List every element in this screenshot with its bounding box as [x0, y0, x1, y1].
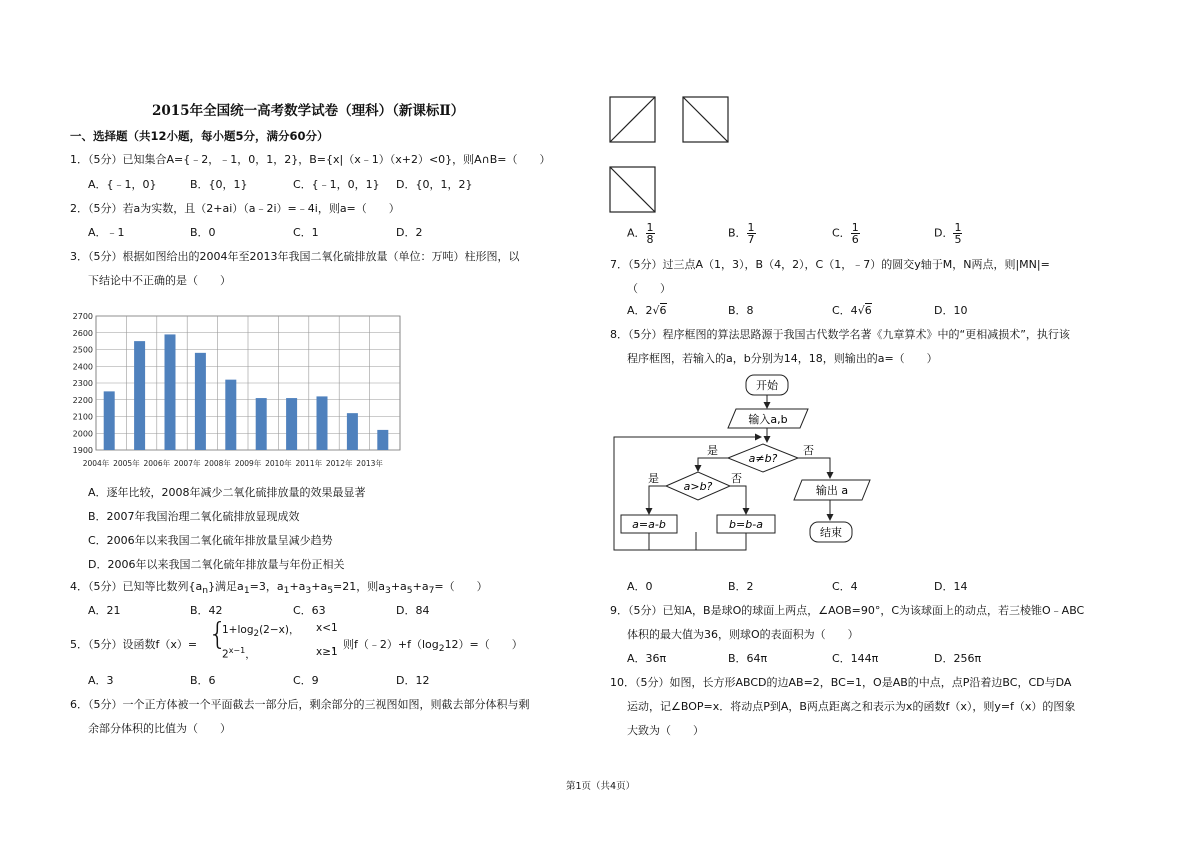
q5-option-c: C．9	[293, 674, 319, 687]
question-10-line1: 10．（5分）如图，长方形ABCD的边AB=2，BC=1，O是AB的中点，点P沿着边BC，CD与DA	[610, 676, 1072, 689]
q4-sub: 1	[243, 585, 250, 597]
x-tick-label: 2010年	[265, 459, 292, 468]
bar	[195, 353, 206, 450]
q4-sub: 3	[305, 585, 312, 597]
case-2-end: ，	[245, 648, 256, 661]
question-8-line2: 程序框图，若输入的a，b分别为14，18，则输出的a=（ ）	[627, 352, 938, 365]
flow-assign1-label: a=a-b	[632, 518, 666, 531]
q5-post-sub: 2	[438, 643, 445, 655]
flow-cond2-label: a>b?	[683, 480, 713, 493]
x-tick-label: 2006年	[143, 459, 171, 468]
flow-start-label: 开始	[756, 379, 778, 392]
q8-option-d: D．14	[934, 580, 968, 593]
bar	[256, 398, 267, 450]
q5-post-text: ，则f（﹣2）+f（log	[332, 638, 439, 651]
q4-text: +a	[311, 580, 328, 593]
q2-option-d: D．2	[396, 226, 423, 239]
flow-no2: 否	[731, 472, 742, 485]
y-tick-label: 2100	[72, 412, 93, 422]
flow-yes1: 是	[707, 444, 718, 457]
flow-assign2-label: b=b-a	[729, 518, 763, 531]
side-view	[683, 97, 728, 142]
flow-cond1-label: a≠b?	[748, 452, 778, 465]
fraction	[953, 222, 962, 245]
q9-option-b: B．64π	[728, 652, 768, 665]
q4-option-d: D．84	[396, 604, 430, 617]
q7-option-b: B．8	[728, 304, 754, 317]
flowchart	[606, 370, 896, 570]
q3-option-a: A．逐年比较，2008年减少二氧化硫排放量的效果最显著	[88, 486, 366, 499]
q4-sub: 5	[406, 585, 413, 597]
q5-option-b: B．6	[190, 674, 216, 687]
q4-sub: n	[202, 585, 209, 597]
question-3-line1: 3．（5分）根据如图给出的2004年至2013年我国二氧化硫排放量（单位：万吨）柱形图，以	[70, 250, 520, 263]
q7-c-text: C．4	[832, 304, 858, 317]
q4-text: =（ ）	[434, 580, 488, 593]
x-tick-label: 2005年	[113, 459, 140, 468]
q4-text: 4．（5分）已知等比数列{a	[70, 580, 203, 593]
q6-b-label: B．	[728, 226, 747, 240]
y-tick-label: 2600	[72, 328, 93, 338]
q6-option-d	[934, 222, 962, 245]
fraction	[747, 222, 756, 245]
question-9-line1: 9．（5分）已知A，B是球O的球面上两点，∠AOB=90°，C为该球面上的动点，若三棱锥O﹣ABC	[610, 604, 1085, 617]
flow-end-label: 结束	[820, 526, 842, 539]
q9-option-d: D．256π	[934, 652, 982, 665]
x-tick-label: 2013年	[356, 459, 383, 468]
y-tick-label: 2700	[72, 312, 93, 321]
page-title: 2015年全国统一高考数学试卷（理科）（新课标Ⅱ）	[152, 103, 465, 119]
q5-post-end: 12）=（ ）	[444, 638, 523, 651]
denominator: 5	[954, 233, 962, 246]
bar	[165, 334, 176, 450]
y-tick-label: 2400	[72, 362, 93, 372]
q1-option-b: B．{0，1}	[190, 178, 248, 191]
q6-option-c	[832, 222, 860, 245]
x-tick-label: 2007年	[173, 459, 201, 468]
question-10-line3: 大致为（ ）	[627, 724, 704, 737]
sqrt-radicand: 6	[864, 304, 872, 317]
q3-option-d: D．2006年以来我国二氧化硫年排放量与年份正相关	[88, 558, 345, 571]
case-1-text: 1+log	[222, 624, 254, 636]
q2-option-b: B．0	[190, 226, 216, 239]
page-footer: 第1页（共4页）	[566, 781, 636, 792]
q8-option-a: A．0	[627, 580, 653, 593]
case-2-sup: x−1	[228, 646, 246, 655]
q4-text: +a	[289, 580, 306, 593]
q3-option-b: B．2007年我国治理二氧化硫排放显现成效	[88, 510, 300, 523]
numerator: 1	[851, 221, 859, 234]
case-1-sub: 2	[253, 629, 260, 640]
sqrt-sign: √	[857, 304, 865, 317]
q6-d-label: D．	[934, 226, 954, 240]
x-tick-label: 2008年	[204, 459, 231, 468]
flow-yes2: 是	[648, 472, 659, 485]
question-6-line1: 6．（5分）一个正方体被一个平面截去一部分后，剩余部分的三视图如图，则截去部分体积与剩	[70, 698, 530, 711]
question-5-post	[332, 636, 523, 654]
q4-text: =3，a	[249, 580, 284, 593]
q4-option-b: B．42	[190, 604, 223, 617]
question-9-line2: 体积的最大值为36，则球O的表面积为（ ）	[627, 628, 859, 641]
x-tick-label: 2004年	[82, 459, 110, 468]
q6-option-a	[627, 222, 655, 245]
q4-sub: 7	[428, 585, 435, 597]
q8-option-c: C．4	[832, 580, 858, 593]
numerator: 1	[954, 221, 962, 234]
fraction	[646, 222, 655, 245]
flow-no1: 否	[803, 444, 814, 457]
case-2-text: 2	[222, 648, 229, 661]
question-6-line2: 余部分体积的比值为（ ）	[88, 722, 231, 735]
q4-text: +a	[412, 580, 429, 593]
y-tick-label: 2500	[72, 345, 93, 355]
q8-option-b: B．2	[728, 580, 754, 593]
q1-option-c: C．{﹣1，0，1}	[293, 178, 380, 191]
question-4	[70, 578, 488, 596]
sqrt-sign: √	[652, 304, 660, 317]
q2-option-a: A．﹣1	[88, 226, 125, 239]
denominator: 7	[747, 233, 755, 246]
q5-option-d: D．12	[396, 674, 430, 687]
q1-option-d: D．{0，1，2}	[396, 178, 473, 191]
bar	[317, 396, 328, 450]
denominator: 6	[851, 233, 859, 246]
q7-option-a	[627, 302, 667, 318]
bar	[134, 341, 145, 450]
q4-option-c: C．63	[293, 604, 326, 617]
question-2: 2．（5分）若a为实数，且（2+ai）（a﹣2i）=﹣4i，则a=（ ）	[70, 202, 400, 215]
q9-option-a: A．36π	[627, 652, 667, 665]
piecewise-case-1	[222, 622, 299, 639]
section-heading: 一、选择题（共12小题，每小题5分，满分60分）	[70, 129, 329, 143]
question-5-pre: 5．（5分）设函数f（x）=	[70, 638, 198, 651]
flow-input-label: 输入a,b	[748, 413, 788, 426]
denominator: 8	[646, 233, 654, 246]
case-1-end: (2−x)，	[259, 624, 300, 636]
bar	[286, 398, 297, 450]
q6-c-label: C．	[832, 226, 851, 240]
front-view	[610, 97, 655, 142]
bar	[347, 413, 358, 450]
bar	[377, 430, 388, 450]
question-1: 1．（5分）已知集合A={﹣2，﹣1，0，1，2}，B={x|（x﹣1）（x+2）<0}，则A∩B=（ ）	[70, 153, 551, 166]
q7-a-text: A．2	[627, 304, 653, 317]
three-view-figure	[608, 94, 738, 216]
bar-chart	[66, 308, 416, 473]
q4-text: }满足a	[208, 580, 244, 593]
question-8-line1: 8．（5分）程序框图的算法思路源于我国古代数学名著《九章算术》中的“更相减损术”，执行该	[610, 328, 1070, 341]
x-tick-label: 2012年	[325, 459, 353, 468]
q5-option-a: A．3	[88, 674, 114, 687]
x-tick-label: 2009年	[234, 459, 262, 468]
q7-option-d: D．10	[934, 304, 968, 317]
q1-option-a: A．{﹣1，0}	[88, 178, 157, 191]
top-view	[610, 167, 655, 212]
q6-option-b	[728, 222, 756, 245]
question-7-line1: 7．（5分）过三点A（1，3），B（4，2），C（1，﹣7）的圆交y轴于M，N两点，则|MN|=	[610, 258, 1050, 271]
q4-sub: 1	[283, 585, 290, 597]
q3-option-c: C．2006年以来我国二氧化硫年排放量呈减少趋势	[88, 534, 333, 547]
numerator: 1	[646, 221, 654, 234]
q4-option-a: A．21	[88, 604, 121, 617]
q6-a-label: A．	[627, 226, 646, 240]
question-3-line2: 下结论中不正确的是（ ）	[88, 274, 231, 287]
q4-text: =21，则a	[333, 580, 385, 593]
bar	[225, 380, 236, 450]
q4-sub: 3	[385, 585, 391, 597]
bar	[104, 391, 115, 450]
y-tick-label: 2200	[72, 395, 93, 405]
q9-option-c: C．144π	[832, 652, 879, 665]
q4-sub: 5	[327, 585, 334, 597]
x-tick-label: 2011年	[295, 459, 323, 468]
flow-output-label: 输出 a	[815, 484, 849, 497]
piecewise-cond-1: x<1	[316, 622, 338, 634]
q2-option-c: C．1	[293, 226, 319, 239]
q7-option-c	[832, 302, 872, 318]
question-10-line2: 运动，记∠BOP=x．将动点P到A，B两点距离之和表示为x的函数f（x），则y=f（x）的图象	[627, 700, 1076, 713]
y-tick-label: 2000	[72, 429, 93, 439]
sqrt-radicand: 6	[659, 304, 667, 317]
q4-text: +a	[390, 580, 407, 593]
piecewise-cond-2: x≥1	[316, 646, 338, 658]
question-7-line2: （ ）	[627, 282, 671, 295]
fraction	[851, 222, 860, 245]
piecewise-brace: {	[208, 617, 228, 652]
y-tick-label: 2300	[72, 379, 93, 388]
numerator: 1	[747, 221, 755, 234]
piecewise-case-2	[222, 646, 256, 662]
y-tick-label: 1900	[72, 446, 93, 455]
